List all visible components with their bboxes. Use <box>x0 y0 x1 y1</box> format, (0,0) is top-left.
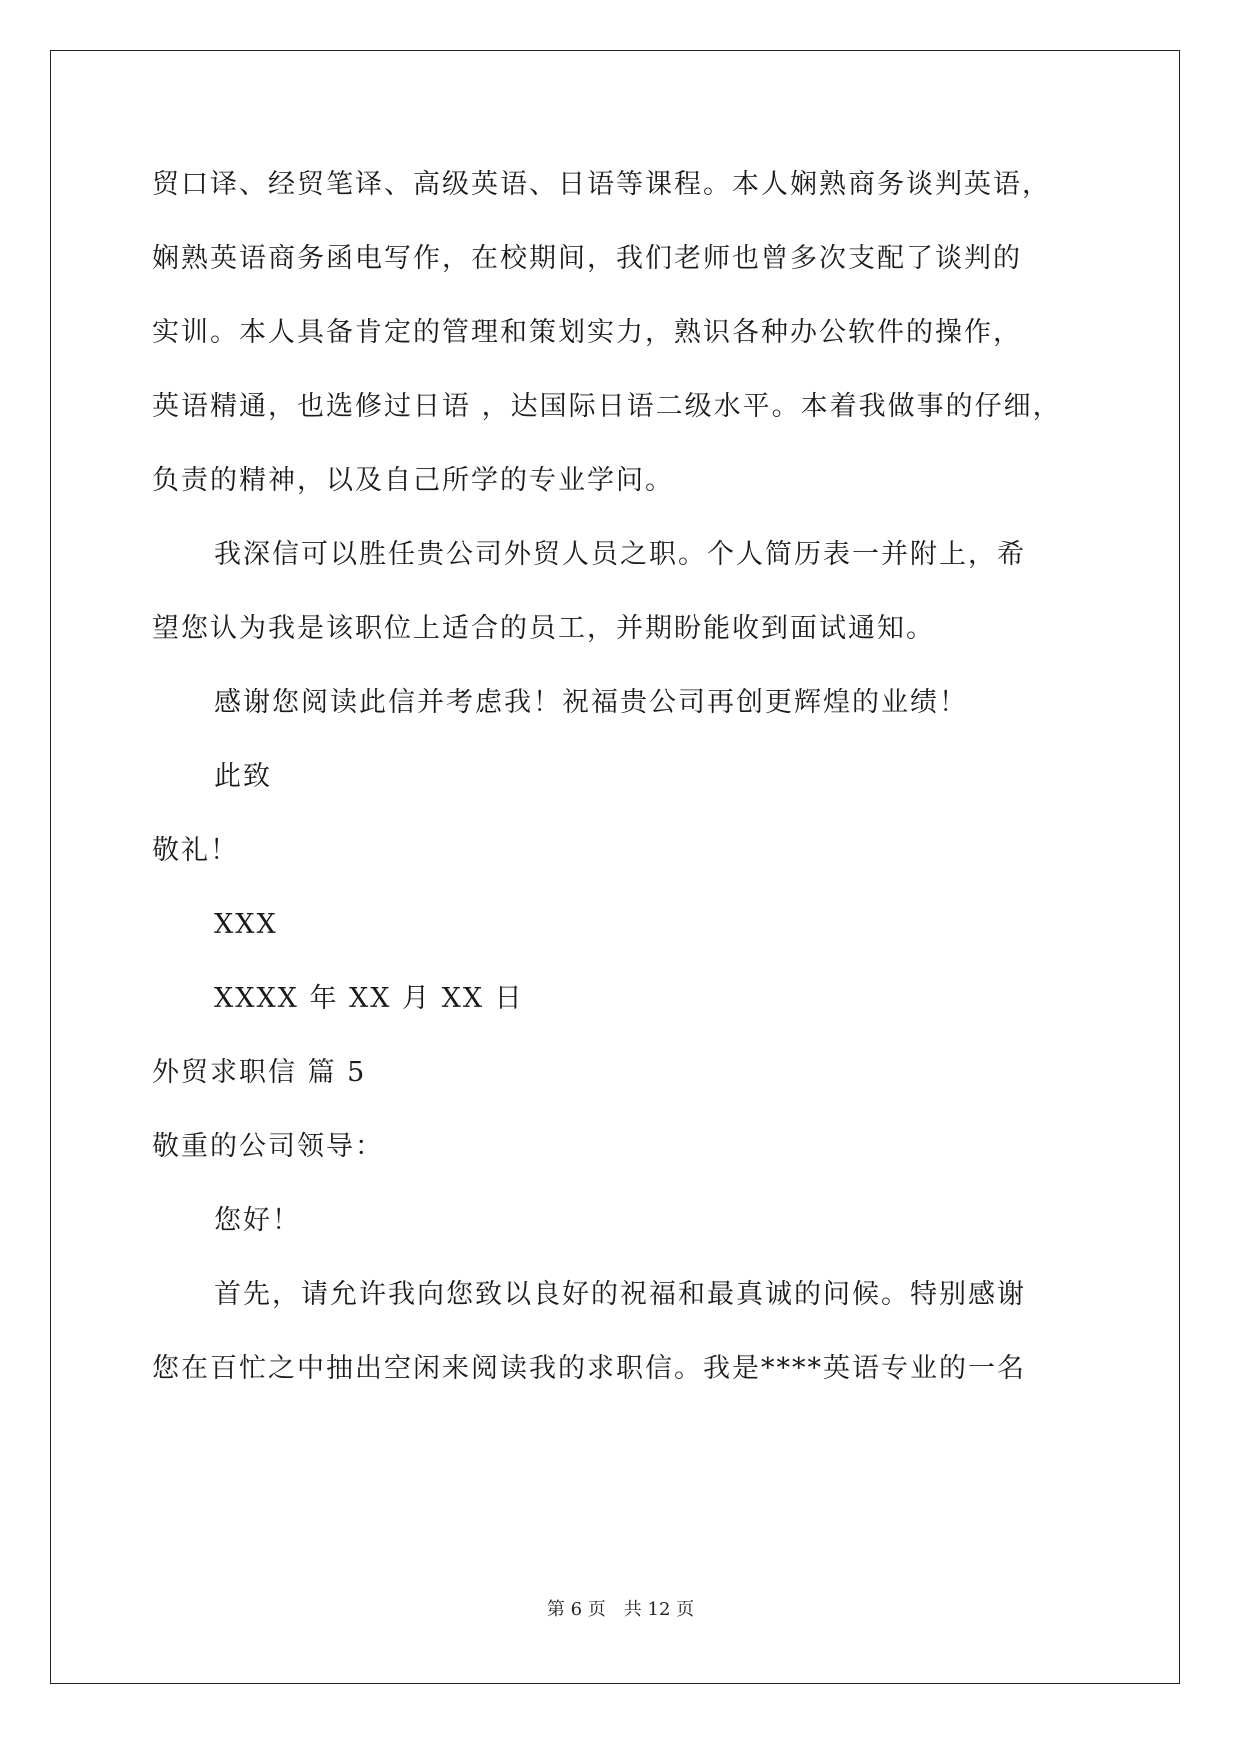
section-heading: 外贸求职信 篇 5 <box>152 1057 367 1088</box>
text-line: 感谢您阅读此信并考虑我！祝福贵公司再创更辉煌的业绩！ <box>214 687 968 718</box>
page-number-footer: 第 6 页 共 12 页 <box>546 1599 695 1620</box>
text-line: 贸口译、经贸笔译、高级英语、日语等课程。本人娴熟商务谈判英语， <box>152 169 1051 200</box>
text-line: 您在百忙之中抽出空闲来阅读我的求职信。我是****英语专业的一名 <box>152 1353 1026 1384</box>
closing-regards: 敬礼！ <box>152 835 239 866</box>
signature-name: XXX <box>214 909 278 940</box>
signature-date: XXXX 年 XX 月 XX 日 <box>214 983 524 1014</box>
text-line: 实训。本人具备肯定的管理和策划实力，熟识各种办公软件的操作， <box>152 317 1022 348</box>
text-line: 望您认为我是该职位上适合的员工，并期盼能收到面试通知。 <box>152 613 935 644</box>
greeting: 敬重的公司领导： <box>152 1131 384 1162</box>
text-line: 首先，请允许我向您致以良好的祝福和最真诚的问候。特别感谢 <box>214 1279 1026 1310</box>
closing-salutation: 此致 <box>214 761 272 792</box>
text-line: 娴熟英语商务函电写作，在校期间，我们老师也曾多次支配了谈判的 <box>152 243 1022 274</box>
text-line: 我深信可以胜任贵公司外贸人员之职。个人简历表一并附上，希 <box>214 539 1026 570</box>
text-line: 英语精通，也选修过日语 ，达国际日语二级水平。本着我做事的仔细， <box>152 391 1062 422</box>
greeting-hello: 您好！ <box>214 1205 301 1236</box>
text-line: 负责的精神，以及自己所学的专业学问。 <box>152 465 674 496</box>
